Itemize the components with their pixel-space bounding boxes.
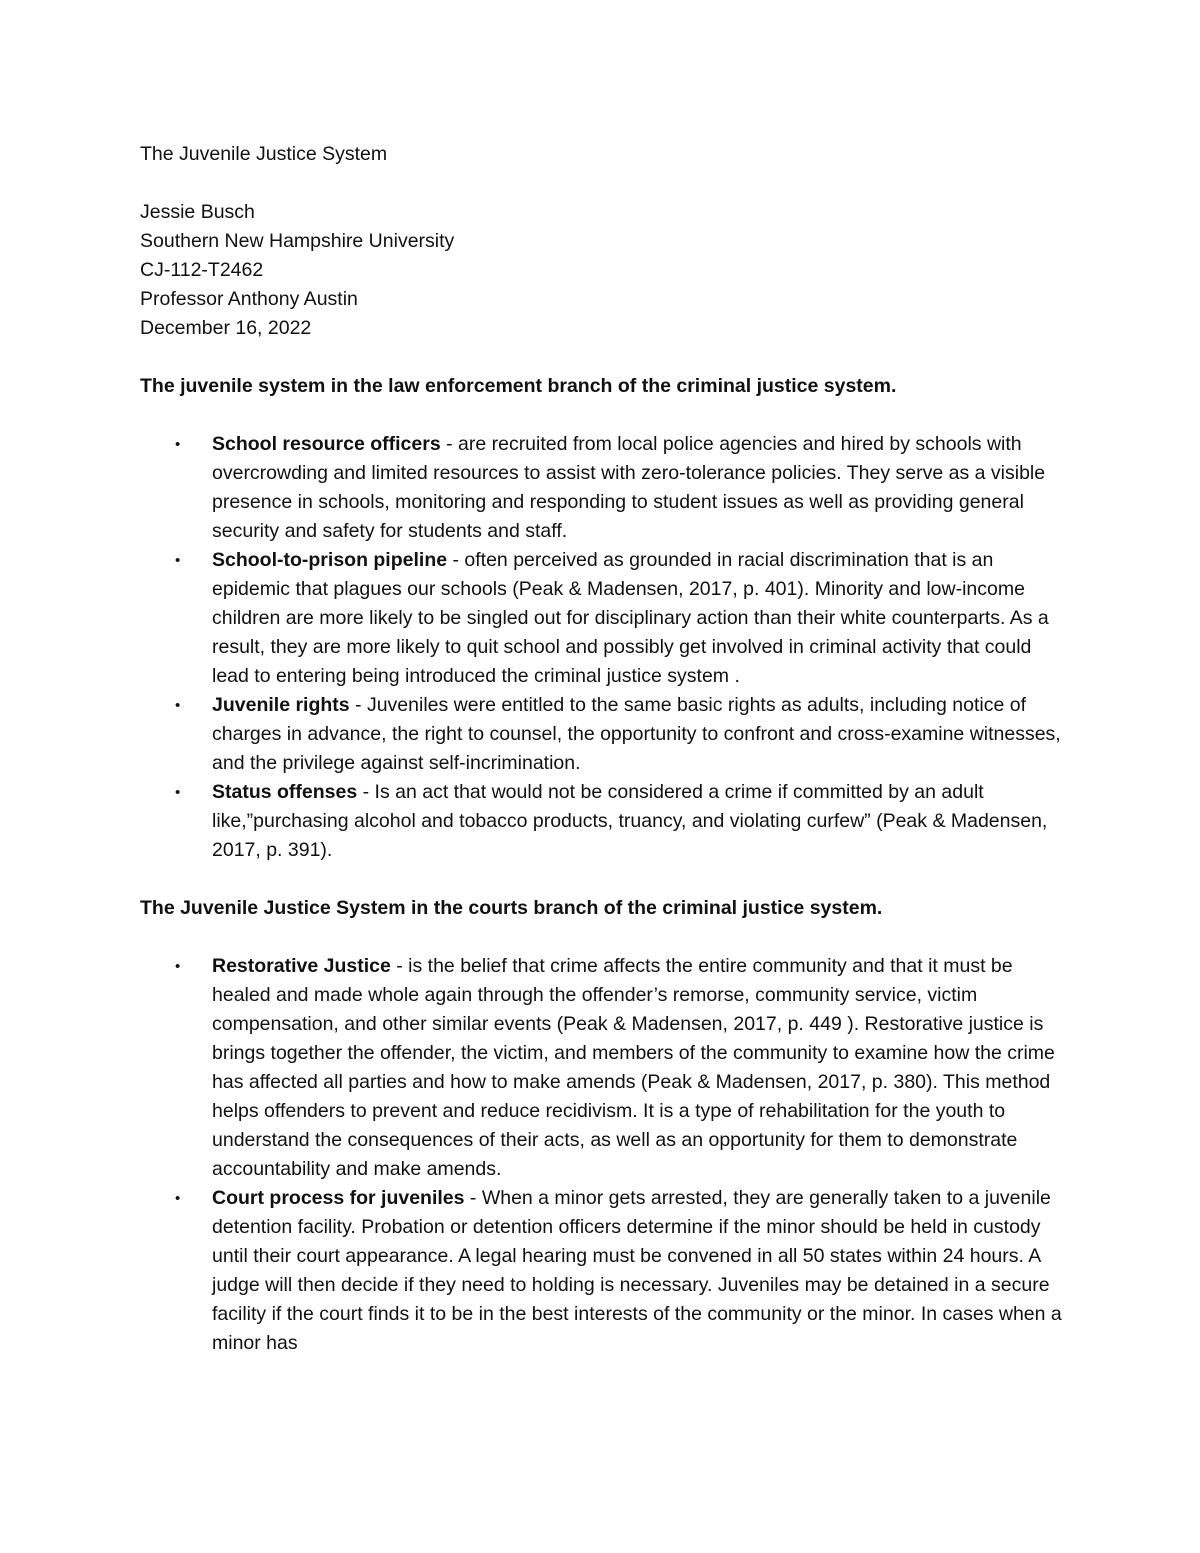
bullet-icon: • <box>175 697 181 714</box>
list-item <box>140 778 1070 865</box>
list-item <box>140 546 1070 691</box>
list-item <box>140 691 1070 778</box>
spacer <box>140 343 1070 372</box>
spacer <box>140 169 1070 198</box>
item-term: Restorative Justice <box>212 955 391 977</box>
bullet-list-law-enforcement <box>140 430 1070 865</box>
item-text: - is the belief that crime affects the entire community and that it must be healed and made whole again through the offender’s remorse, community service, victim compensation, and other similar events (Peak & Madensen, 2017, p. 449 ). Restorative justice is brings together the offender, the victim, and members of the community to examine how the crime has affected all parties and how to make amends (Peak & Madensen, 2017, p. 380). This method helps offenders to prevent and reduce recidivism. It is a type of rehabilitation for the youth to understand the consequences of their acts, as well as an opportunity for them to demonstrate accountability and make amends. <box>212 955 1055 1180</box>
spacer <box>140 923 1070 952</box>
item-text: - often perceived as grounded in racial discrimination that is an epidemic that plagues our schools (Peak & Madensen, 2017, p. 401). Minority and low-income children are more likely to be singled out for disciplinary action than their white counterparts. As a result, they are more likely to quit school and possibly get involved in criminal activity that could lead to entering being introduced the criminal justice system . <box>212 549 1049 687</box>
institution-name: Southern New Hampshire University <box>140 230 455 252</box>
item-text: - Juveniles were entitled to the same basic rights as adults, including notice of charges in advance, the right to counsel, the opportunity to confront and cross-examine witnesses, and the privilege against self-incrimination. <box>212 694 1061 774</box>
section-heading-law-enforcement: The juvenile system in the law enforcement branch of the criminal justice system. <box>140 375 897 397</box>
item-text: - are recruited from local police agencies and hired by schools with overcrowding and limited resources to assist with zero-tolerance policies. They serve as a visible presence in schools, monitoring and responding to student issues as well as providing general security and safety for students and staff. <box>212 433 1046 542</box>
list-item <box>140 1184 1070 1358</box>
bullet-icon: • <box>175 1190 181 1207</box>
section-heading-courts: The Juvenile Justice System in the courts branch of the criminal justice system. <box>140 897 883 919</box>
list-item <box>140 952 1070 1184</box>
document-page <box>140 140 1070 1358</box>
bullet-icon: • <box>175 436 181 453</box>
item-term: School resource officers <box>212 433 441 455</box>
item-term: Juvenile rights <box>212 694 350 716</box>
spacer <box>140 865 1070 894</box>
item-text: - Is an act that would not be considered a crime if committed by an adult like,”purchasing alcohol and tobacco products, truancy, and violating curfew” (Peak & Madensen, 2017, p. 391). <box>212 781 1048 861</box>
item-term: Court process for juveniles <box>212 1187 465 1209</box>
professor-name: Professor Anthony Austin <box>140 288 358 310</box>
spacer <box>140 401 1070 430</box>
course-code: CJ-112-T2462 <box>140 259 264 281</box>
bullet-icon: • <box>175 784 181 801</box>
bullet-icon: • <box>175 552 181 569</box>
item-term: Status offenses <box>212 781 358 803</box>
item-text: - When a minor gets arrested, they are generally taken to a juvenile detention facility. Probation or detention officers determine if the minor should be held in custody until their court appearance. A legal hearing must be convened in all 50 states within 24 hours. A judge will then decide if they need to holding is necessary. Juveniles may be detained in a secure facility if the court finds it to be in the best interests of the community or the minor. In cases when a minor has <box>212 1187 1062 1354</box>
document-title: The Juvenile Justice System <box>140 143 388 165</box>
list-item <box>140 430 1070 546</box>
document-date: December 16, 2022 <box>140 317 312 339</box>
author-name: Jessie Busch <box>140 201 255 223</box>
bullet-list-courts <box>140 952 1070 1358</box>
bullet-icon: • <box>175 958 181 975</box>
item-term: School-to-prison pipeline <box>212 549 448 571</box>
